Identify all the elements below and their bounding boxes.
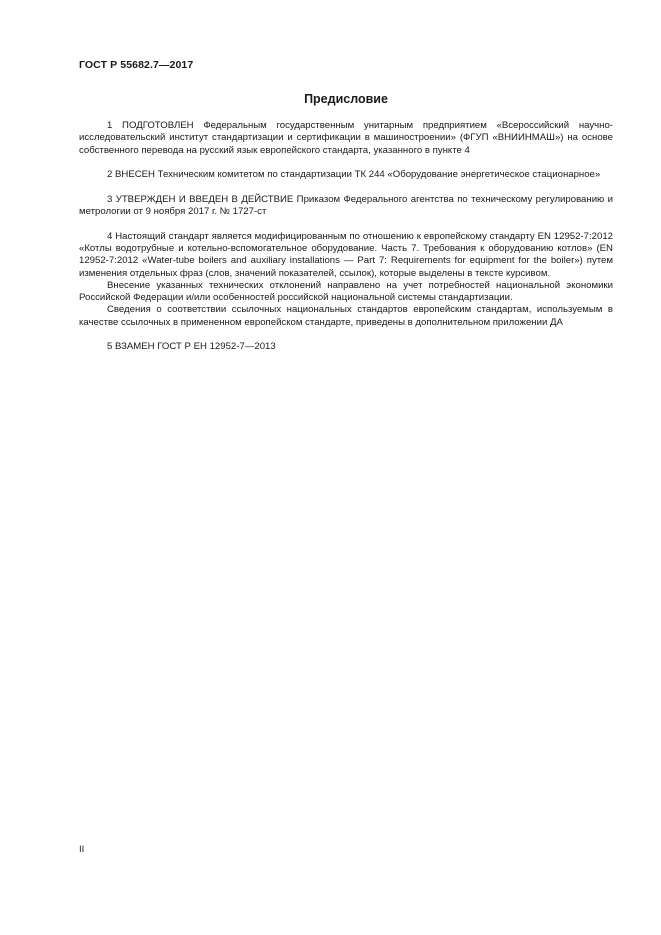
document-code: ГОСТ Р 55682.7—2017 [79,59,194,71]
preface-item-4: 4 Настоящий стандарт является модифицированным по отношению к европейскому стандарту EN 12952-7:2012 «Котлы водотрубные и котельно-вспомогательное оборудование. Часть 7. Требования к оборудованию котлов» (EN 12952-7:2012 «Water-tube boilers and auxiliary installations — Part 7: Requirements for equipment for the boiler») путем изменения отдельных фраз (слов, значений показателей, ссылок), которые выделены в тексте курсивом. [79,230,613,279]
preface-item-3: 3 УТВЕРЖДЕН И ВВЕДЕН В ДЕЙСТВИЕ Приказом Федерального агентства по техническому регулированию и метрологии от 9 ноября 2017 г. № 1727-ст [79,193,613,218]
preface-item-4-references: Сведения о соответствии ссылочных национальных стандартов европейским стандартам, используемым в качестве ссылочных в примененном европейском стандарте, приведены в дополнительном приложении ДА [79,304,613,328]
preface-content [79,120,613,354]
page-title: Предисловие [304,92,388,106]
preface-item-4-deviations: Внесение указанных технических отклонений направлено на учет потребностей национальной экономики Российской Федерации и/или особенностей российской национальной системы стандартизации. [79,279,613,304]
preface-item-2: 2 ВНЕСЕН Техническим комитетом по стандартизации ТК 244 «Оборудование энергетическое стационарное» [107,169,601,181]
preface-item-5: 5 ВЗАМЕН ГОСТ Р ЕН 12952-7—2013 [107,341,276,353]
preface-item-1: 1 ПОДГОТОВЛЕН Федеральным государственным унитарным предприятием «Всероссийский научно-исследовательский институт стандартизации и сертификации в машиностроении» (ФГУП «ВНИИНМАШ») на основе собственного перевода на русский язык европейского стандарта, указанного в пункте 4 [79,120,613,156]
page-number: II [79,844,85,855]
